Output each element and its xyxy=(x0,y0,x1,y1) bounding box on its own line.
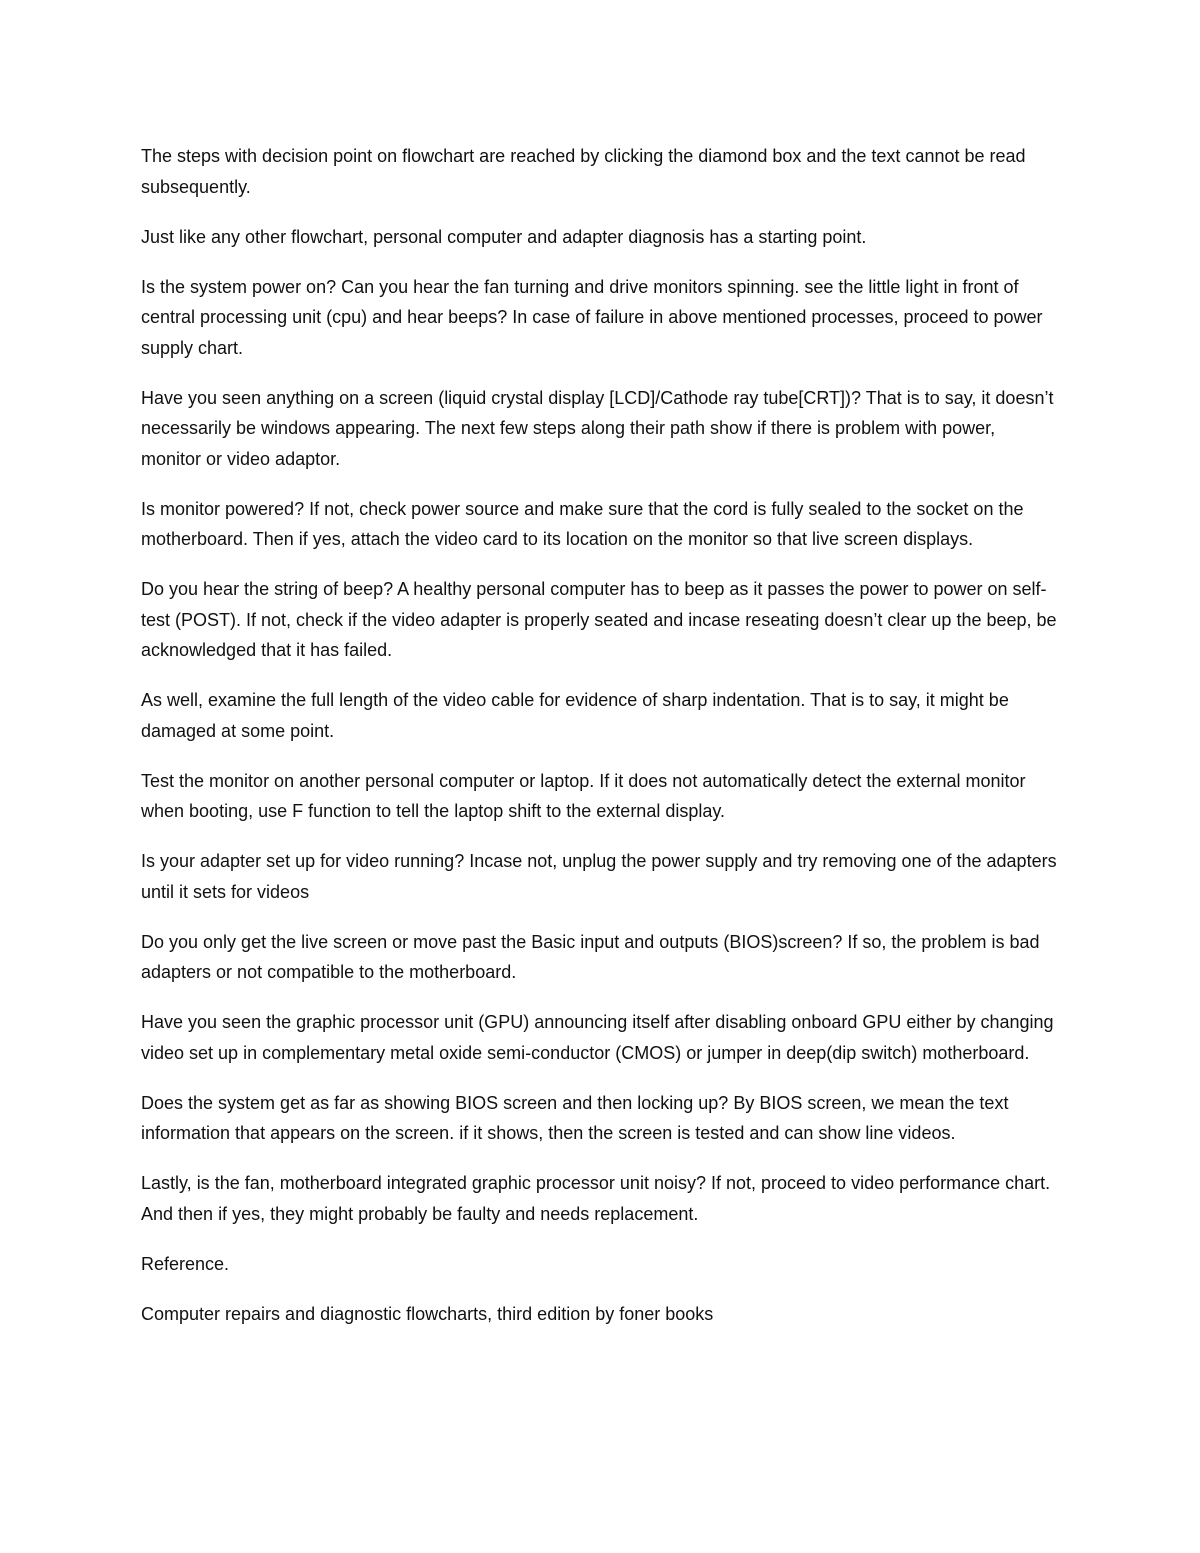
paragraph-5: Is monitor powered? If not, check power source and make sure that the cord is fully sealed to the socket on the motherboard. Then if yes, attach the video card to its location on the monitor so that live screen displays. xyxy=(141,498,1024,549)
paragraph-1: The steps with decision point on flowchart are reached by clicking the diamond box and the text cannot be read subsequently. xyxy=(141,146,1026,197)
reference-entry: Computer repairs and diagnostic flowcharts, third edition by foner books xyxy=(141,1303,714,1324)
paragraph-4: Have you seen anything on a screen (liquid crystal display [LCD]/Cathode ray tube[CRT])? That is to say, it doesn’t necessarily be windows appearing. The next few steps along their path show if there is problem with power, monitor or video adaptor. xyxy=(141,387,1054,469)
paragraph-12: Does the system get as far as showing BIOS screen and then locking up? By BIOS screen, we mean the text information that appears on the screen. if it shows, then the screen is tested and can show line videos. xyxy=(141,1092,1009,1143)
paragraph-7: As well, examine the full length of the video cable for evidence of sharp indentation. That is to say, it might be damaged at some point. xyxy=(141,690,1009,741)
paragraph-10: Do you only get the live screen or move past the Basic input and outputs (BIOS)screen? If so, the problem is bad adapters or not compatible to the motherboard. xyxy=(141,931,1040,982)
paragraph-2: Just like any other flowchart, personal computer and adapter diagnosis has a starting point. xyxy=(141,226,867,247)
paragraph-8: Test the monitor on another personal computer or laptop. If it does not automatically detect the external monitor when booting, use F function to tell the laptop shift to the external display. xyxy=(141,770,1026,821)
reference-heading: Reference. xyxy=(141,1253,230,1274)
document-body xyxy=(141,141,1059,1349)
paragraph-3: Is the system power on? Can you hear the fan turning and drive monitors spinning. see the little light in front of central processing unit (cpu) and hear beeps? In case of failure in above mentioned processes, proceed to power supply chart. xyxy=(141,276,1043,358)
paragraph-6: Do you hear the string of beep? A healthy personal computer has to beep as it passes the power to power on self-test (POST). If not, check if the video adapter is properly seated and incase reseating doesn’t clear up the beep, be acknowledged that it has failed. xyxy=(141,579,1057,660)
paragraph-13: Lastly, is the fan, motherboard integrated graphic processor unit noisy? If not, proceed to video performance chart. And then if yes, they might probably be faulty and needs replacement. xyxy=(141,1173,1051,1224)
paragraph-9: Is your adapter set up for video running? Incase not, unplug the power supply and try removing one of the adapters until it sets for videos xyxy=(141,851,1057,902)
paragraph-11: Have you seen the graphic processor unit (GPU) announcing itself after disabling onboard GPU either by changing video set up in complementary metal oxide semi-conductor (CMOS) or jumper in deep(dip switch) motherboard. xyxy=(141,1012,1054,1063)
